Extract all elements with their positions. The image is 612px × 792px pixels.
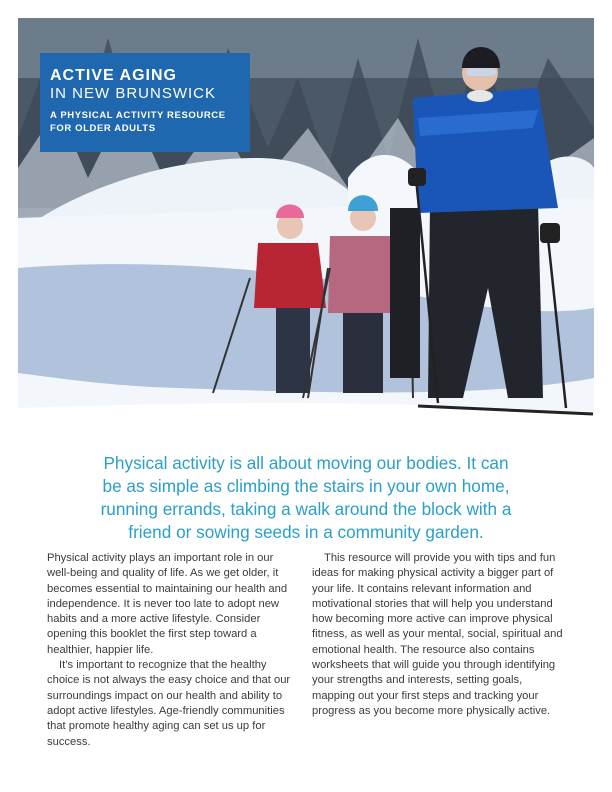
body-paragraph: Physical activity plays an important role in our well-being and quality of life. As we get older, it becomes essential to maintaining our health and independence. It is never too late to adopt new habits and a more active lifestyle. Consider opening this booklet the first step toward a healthier, happier life. [47, 552, 288, 656]
background-skier [390, 208, 420, 378]
subtitle [50, 109, 238, 135]
body-paragraph: It’s important to recognize that the healthy choice is not always the easy choice and that our surroundings impact on our health and ability to adopt active lifestyles. Age-friendly communities that promote healthy aging can set us up for success. [47, 659, 291, 748]
subtitle-line-2: FOR OLDER ADULTS [50, 123, 156, 134]
title-line-active-aging: ACTIVE AGING [50, 67, 177, 84]
body-paragraph: This resource will provide you with tips and fun ideas for making physical activity a bigger part of your life. It contains relevant information and motivational stories that will help you understand how becoming more active can improve physical fitness, as well as your mental, social, spiritual and emotional health. The resource also contains worksheets that will guide you through identifying your strengths and interests, setting goals, mapping out your first steps and tracking your progress as you become more physically active. [312, 552, 563, 717]
lead-line: running errands, taking a walk around the block with a [100, 499, 512, 519]
lead-line: Physical activity is all about moving our bodies. It can [103, 453, 509, 473]
lead-line: friend or sowing seeds in a community garden. [128, 522, 484, 542]
title-line-new-brunswick: IN NEW BRUNSWICK [50, 85, 216, 102]
title-banner [40, 53, 250, 152]
left-column [47, 551, 295, 750]
right-column [312, 551, 566, 719]
lead-paragraph [40, 452, 572, 544]
subtitle-line-1: A PHYSICAL ACTIVITY RESOURCE [50, 110, 226, 121]
lead-line: be as simple as climbing the stairs in your own home, [102, 476, 510, 496]
